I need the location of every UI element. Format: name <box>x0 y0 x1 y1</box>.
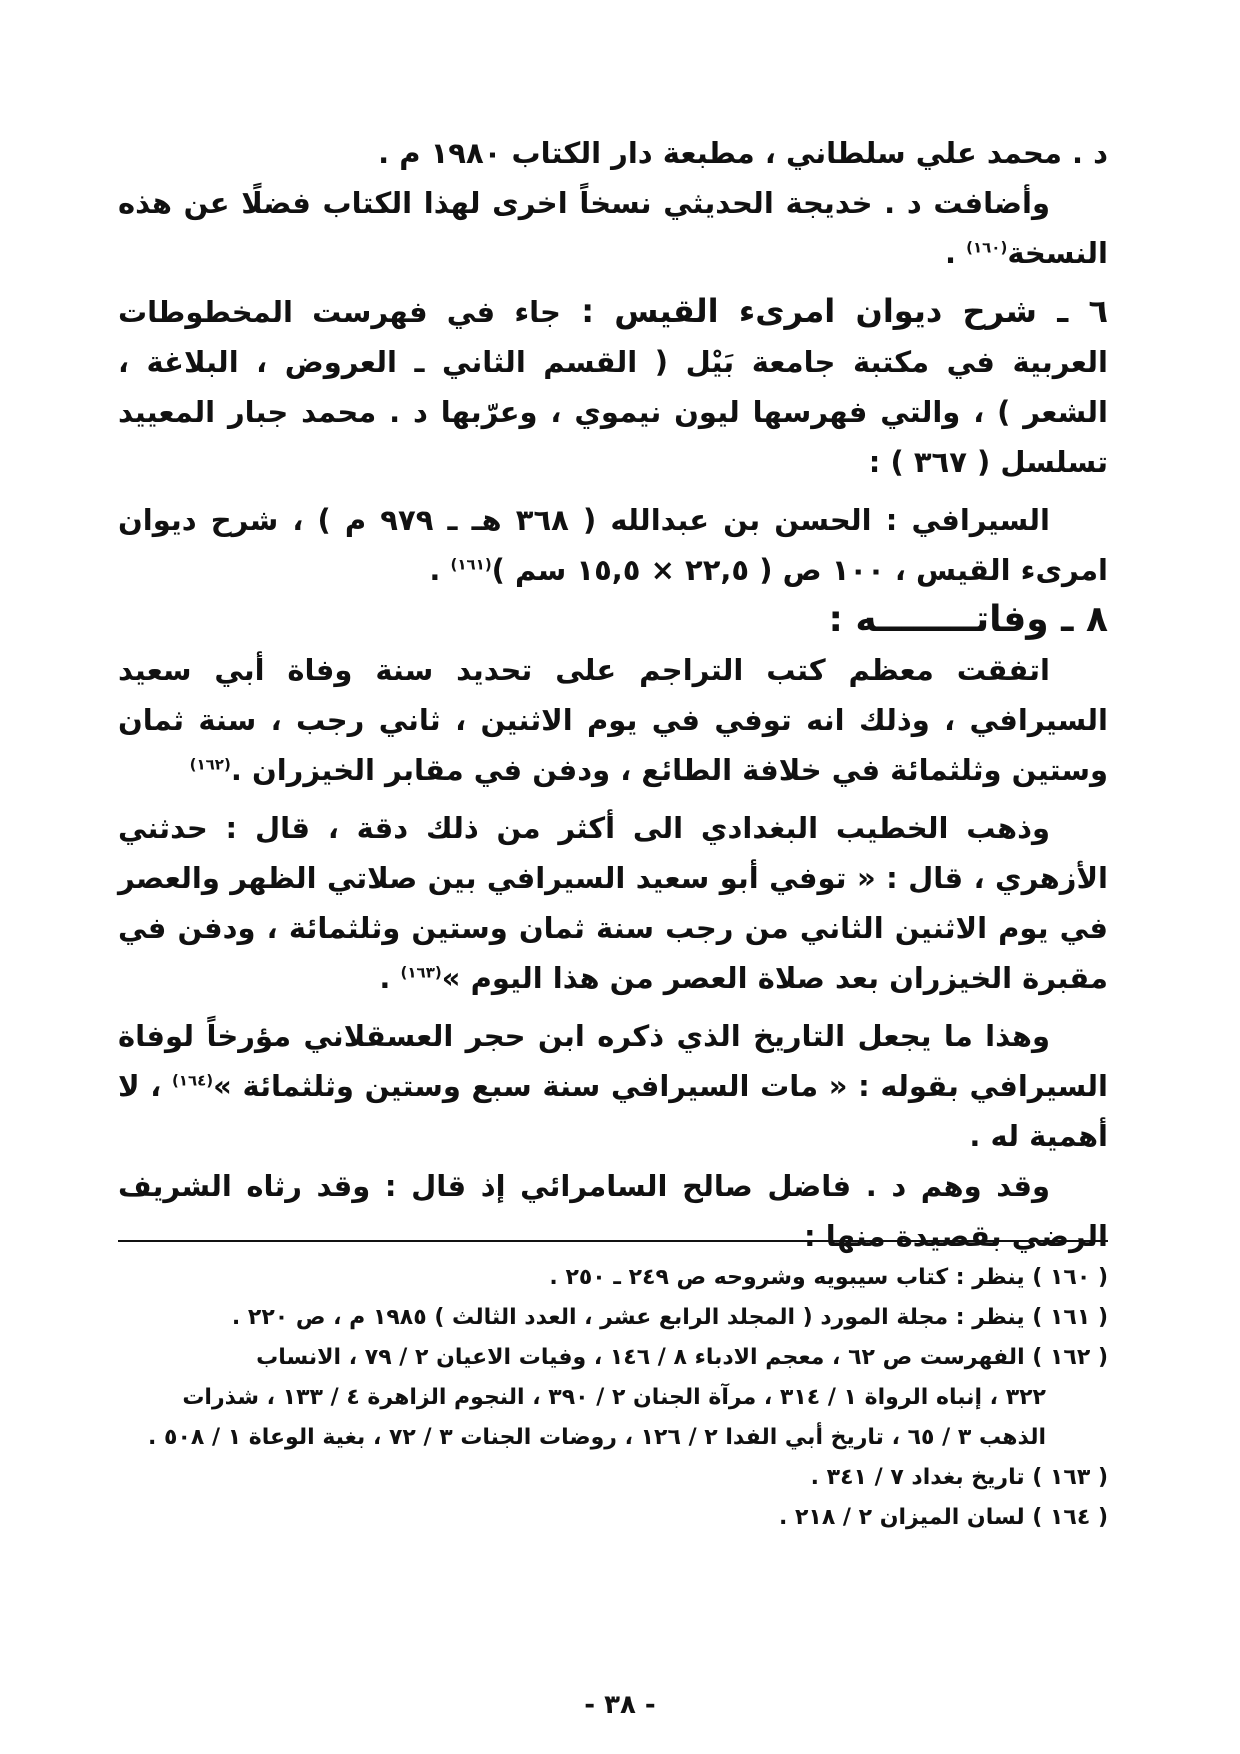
paragraph-2-end: . <box>945 236 967 270</box>
paragraph-3 <box>118 286 1108 487</box>
main-text <box>118 128 1108 1261</box>
paragraph-7 <box>118 1011 1108 1161</box>
paragraph-3-text: جاء في فهرست المخطوطات العربية في مكتبة جامعة بَيْل ( القسم الثاني ـ العروض ، البلاغة ، الشعر ) ، والتي فهرسها ليون نيموي ، وعرّبها د . محمد جبار المعييد تسلسل ( ٣٦٧ ) : <box>118 295 1108 479</box>
paragraph-2 <box>118 178 1108 278</box>
paragraph-4 <box>118 495 1108 595</box>
paragraph-6 <box>118 803 1108 1003</box>
page-number: - ٣٨ - <box>584 1690 656 1720</box>
footnote-164: ( ١٦٤ ) لسان الميزان ٢ / ٢١٨ . <box>778 1505 1108 1530</box>
footnote-163: ( ١٦٣ ) تاريخ بغداد ٧ / ٣٤١ . <box>810 1465 1108 1490</box>
paragraph-1-text: د . محمد علي سلطاني ، مطبعة دار الكتاب ١٩٨٠ م . <box>378 136 1108 170</box>
paragraph-6-text: وذهب الخطيب البغدادي الى أكثر من ذلك دقة ، قال : حدثني الأزهري ، قال : « توفي أبو سعيد السيرافي بين صلاتي الظهر والعصر في يوم الاثنين الثاني من رجب سنة ثمان وستين وثلثمائة ، ودفن في مقبرة الخيزران بعد صلاة العصر من هذا اليوم » <box>118 811 1108 995</box>
footnote-160: ( ١٦٠ ) ينظر : كتاب سيبويه وشروحه ص ٢٤٩ ـ ٢٥٠ . <box>549 1265 1108 1290</box>
footnote-162: ( ١٦٢ ) الفهرست ص ٦٢ ، معجم الادباء ٨ / ١٤٦ ، وفيات الاعيان ٢ / ٧٩ ، الانساب <box>256 1345 1108 1370</box>
paragraph-6-end: . <box>379 961 401 995</box>
paragraph-2-text: وأضافت د . خديجة الحديثي نسخاً اخرى لهذا الكتاب فضلًا عن هذه النسخة <box>118 186 1108 270</box>
section-heading: ٨ ـ وفاتــــــــه : <box>828 599 1108 640</box>
item-6-heading: ٦ ـ شرح ديوان امرىء القيس : <box>560 292 1108 330</box>
paragraph-4-end: . <box>429 553 451 587</box>
paragraph-8-text: وقد وهم د . فاضل صالح السامرائي إذ قال : وقد رثاه الشريف الرضي بقصيدة منها : <box>118 1169 1108 1253</box>
footnote-divider <box>118 1240 1108 1242</box>
paragraph-5-text: اتفقت معظم كتب التراجم على تحديد سنة وفاة أبي سعيد السيرافي ، وذلك انه توفي في يوم الاثنين ، ثاني رجب ، سنة ثمان وستين وثلثمائة في خلافة الطائع ، ودفن في مقابر الخيزران . <box>118 653 1108 787</box>
paragraph-7-text: وهذا ما يجعل التاريخ الذي ذكره ابن حجر العسقلاني مؤرخاً لوفاة السيرافي بقوله : « مات السيرافي سنة سبع وستين وثلثمائة » <box>118 1019 1108 1103</box>
paragraph-8 <box>118 1161 1108 1261</box>
paragraph-1 <box>118 128 1108 178</box>
footnote-ref-164: (١٦٤) <box>171 1071 214 1090</box>
paragraph-7-end: ، لا أهمية له . <box>118 1069 1108 1153</box>
footnote-161: ( ١٦١ ) ينظر : مجلة المورد ( المجلد الرابع عشر ، العدد الثالث ) ١٩٨٥ م ، ص ٢٢٠ . <box>231 1305 1108 1330</box>
footnote-ref-163: (١٦٣) <box>400 963 442 982</box>
footnotes <box>118 1258 1108 1538</box>
paragraph-5 <box>118 645 1108 795</box>
footnote-ref-160: (١٦٠) <box>966 238 1008 257</box>
paragraph-4-text: السيرافي : الحسن بن عبدالله ( ٣٦٨ هـ ـ ٩٧٩ م ) ، شرح ديوان امرىء القيس ، ١٠٠ ص ( ٢٢,٥ × ١٥,٥ سم ) <box>118 503 1108 587</box>
footnote-162-continued: ٣٢٢ ، إنباه الرواة ١ / ٣١٤ ، مرآة الجنان ٢ / ٣٩٠ ، النجوم الزاهرة ٤ / ١٣٣ ، شذرات الذهب ٣ / ٦٥ ، تاريخ أبي الفدا ٢ / ١٢٦ ، روضات الجنات ٣ / ٧٢ ، بغية الوعاة ١ / ٥٠٨ . <box>148 1385 1046 1450</box>
footnote-ref-161: (١٦١) <box>450 555 492 574</box>
footnote-ref-162: (١٦٢) <box>189 755 231 774</box>
